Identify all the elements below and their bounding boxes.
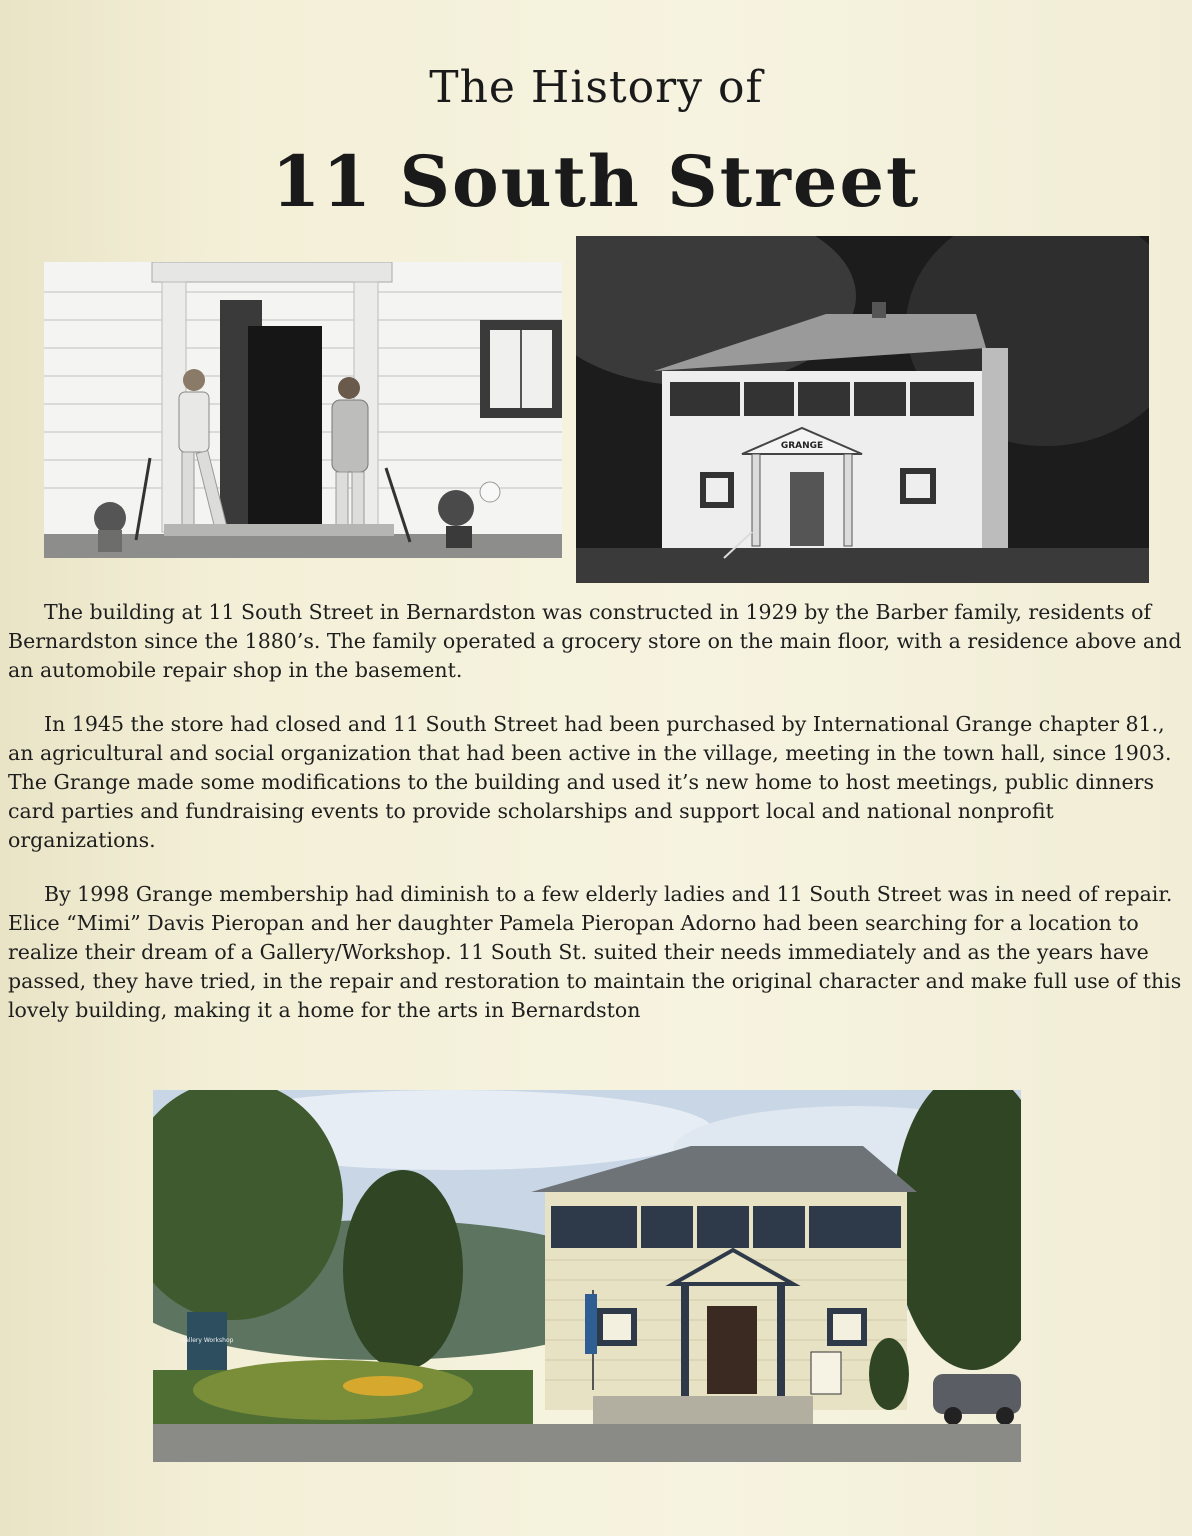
- page-title-line2: 11 South Street: [271, 140, 921, 223]
- gallery-sign-text: Gallery Workshop: [180, 1337, 234, 1344]
- grange-sign-text: GRANGE: [780, 441, 824, 451]
- paragraph-text: In 1945 the store had closed and 11 South Street had been purchased by International Grange chapter 81., an agricultural and social organization that had been active in the village, meeting in the town hall, since 1903. The Grange made some modifications to the building and used it’s new home to host meetings, public dinners card parties and fundraising events to provide scholarships and support local and national nonprofit organizations.: [8, 712, 1172, 852]
- page-title-line1: The History of: [429, 62, 763, 113]
- paragraph-text: By 1998 Grange membership had diminish to a few elderly ladies and 11 South Street was in need of repair. Elice “Mimi” Davis Pieropan and her daughter Pamela Pieropan Adorno had been searching for a location to realize their dream of a Gallery/Workshop. 11 South St. suited their needs immediately and as the years have passed, they have tried, in the repair and restoration to maintain the original character and make full use of this lovely building, making it a home for the arts in Bernardston: [8, 882, 1182, 1022]
- paragraph-text: The building at 11 South Street in Bernardston was constructed in 1929 by the Barber family, residents of Bernardston since the 1880’s. The family operated a grocery store on the main floor, with a residence above and an automobile repair shop in the basement.: [8, 600, 1182, 682]
- gallery-photo: [153, 1090, 1021, 1462]
- history-paragraph-1: [8, 598, 1188, 685]
- history-paragraph-2: [8, 710, 1188, 855]
- grange-photo: [576, 236, 1149, 583]
- porch-photo: [44, 262, 562, 558]
- history-paragraph-3: [8, 880, 1188, 1025]
